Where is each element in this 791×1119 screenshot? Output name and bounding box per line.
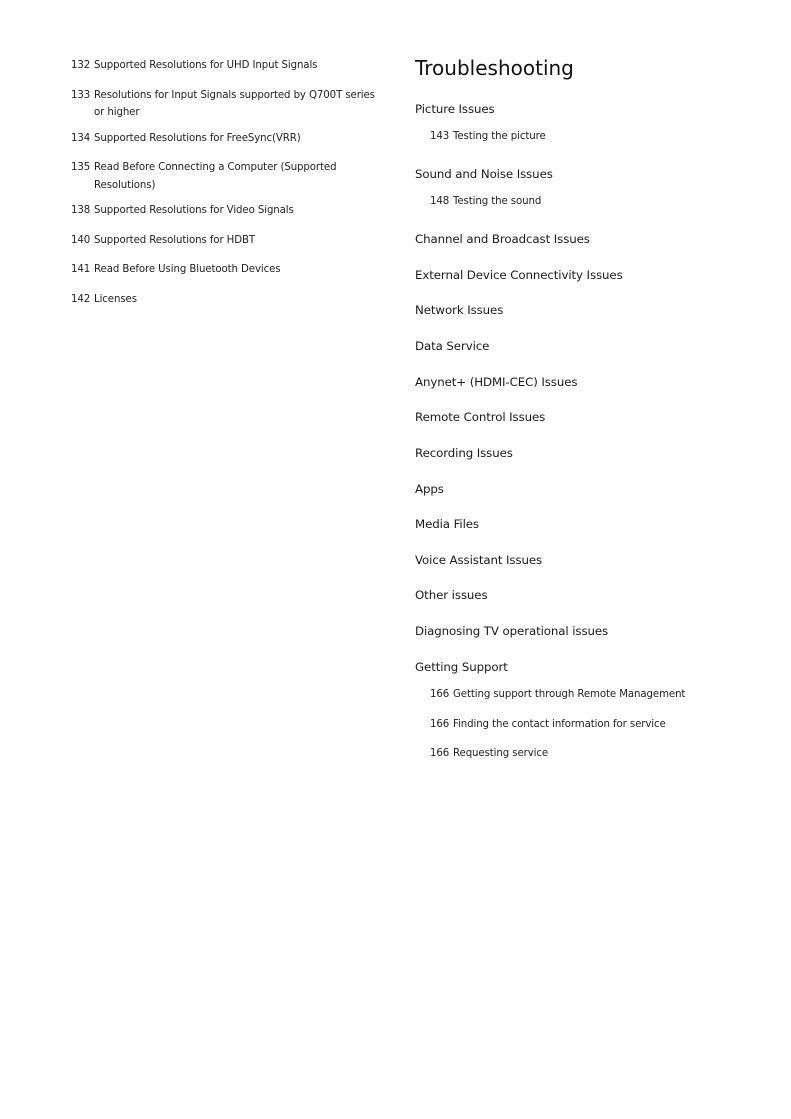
entry-title: Supported Resolutions for Video Signals (94, 205, 294, 216)
page-number: 142 (71, 293, 91, 305)
entry-title: Supported Resolutions for UHD Input Signals (94, 60, 318, 71)
toc-entry[interactable] (71, 57, 381, 75)
page-number: 138 (71, 205, 91, 216)
toc-heading[interactable]: Media Files (415, 517, 479, 531)
page-number: 166 (430, 719, 450, 730)
toc-subentry[interactable] (430, 716, 666, 734)
toc-subentry[interactable] (430, 128, 546, 146)
entry-title: Finding the contact information for service (453, 719, 666, 730)
toc-entry[interactable] (71, 291, 381, 309)
toc-heading[interactable]: Network Issues (415, 303, 504, 317)
toc-subentry[interactable] (430, 193, 541, 211)
page-number: 134 (71, 132, 91, 144)
toc-entry[interactable] (71, 261, 381, 279)
entry-title: Read Before Using Bluetooth Devices (94, 264, 281, 275)
toc-entry[interactable] (71, 202, 381, 220)
section-title: Troubleshooting (415, 56, 574, 80)
page-number: 141 (71, 264, 91, 275)
entry-title: Read Before Connecting a Computer (Supported Resolutions) (94, 162, 337, 191)
toc-subentry[interactable] (430, 686, 685, 704)
toc-entry[interactable] (71, 232, 381, 250)
toc-heading[interactable]: Getting Support (415, 660, 508, 674)
page-number: 133 (71, 89, 91, 101)
toc-heading[interactable]: Data Service (415, 339, 490, 353)
entry-title: Supported Resolutions for HDBT (94, 234, 255, 246)
entry-title: Testing the sound (453, 196, 542, 207)
toc-heading[interactable]: Remote Control Issues (415, 410, 546, 424)
toc-heading[interactable]: Apps (415, 482, 444, 496)
entry-title: Supported Resolutions for FreeSync(VRR) (94, 132, 301, 144)
toc-subentry[interactable] (430, 745, 548, 763)
page-number: 166 (430, 689, 450, 700)
toc-heading[interactable]: Picture Issues (415, 102, 495, 116)
toc-heading[interactable]: Recording Issues (415, 446, 513, 460)
page-number: 140 (71, 234, 91, 246)
entry-title: Licenses (94, 293, 137, 305)
entry-title: Resolutions for Input Signals supported by Q700T series or higher (94, 89, 375, 118)
entry-title: Getting support through Remote Management (453, 689, 686, 700)
toc-heading[interactable]: Channel and Broadcast Issues (415, 232, 590, 246)
toc-heading[interactable]: Diagnosing TV operational issues (415, 624, 609, 638)
toc-heading[interactable]: External Device Connectivity Issues (415, 268, 623, 282)
toc-entry[interactable] (71, 130, 381, 148)
entry-title: Testing the picture (453, 131, 546, 142)
page-number: 148 (430, 196, 450, 207)
page-number: 135 (71, 162, 91, 173)
toc-heading[interactable]: Sound and Noise Issues (415, 167, 553, 181)
page-number: 132 (71, 60, 91, 71)
page-number: 166 (430, 748, 450, 759)
toc-left-column (71, 57, 381, 320)
toc-heading[interactable]: Other issues (415, 588, 488, 602)
page-number: 143 (430, 131, 450, 142)
toc-heading[interactable]: Voice Assistant Issues (415, 553, 543, 567)
entry-title: Requesting service (453, 748, 549, 759)
toc-entry[interactable] (71, 159, 381, 194)
toc-entry[interactable] (71, 87, 381, 122)
toc-heading[interactable]: Anynet+ (HDMI-CEC) Issues (415, 375, 578, 389)
